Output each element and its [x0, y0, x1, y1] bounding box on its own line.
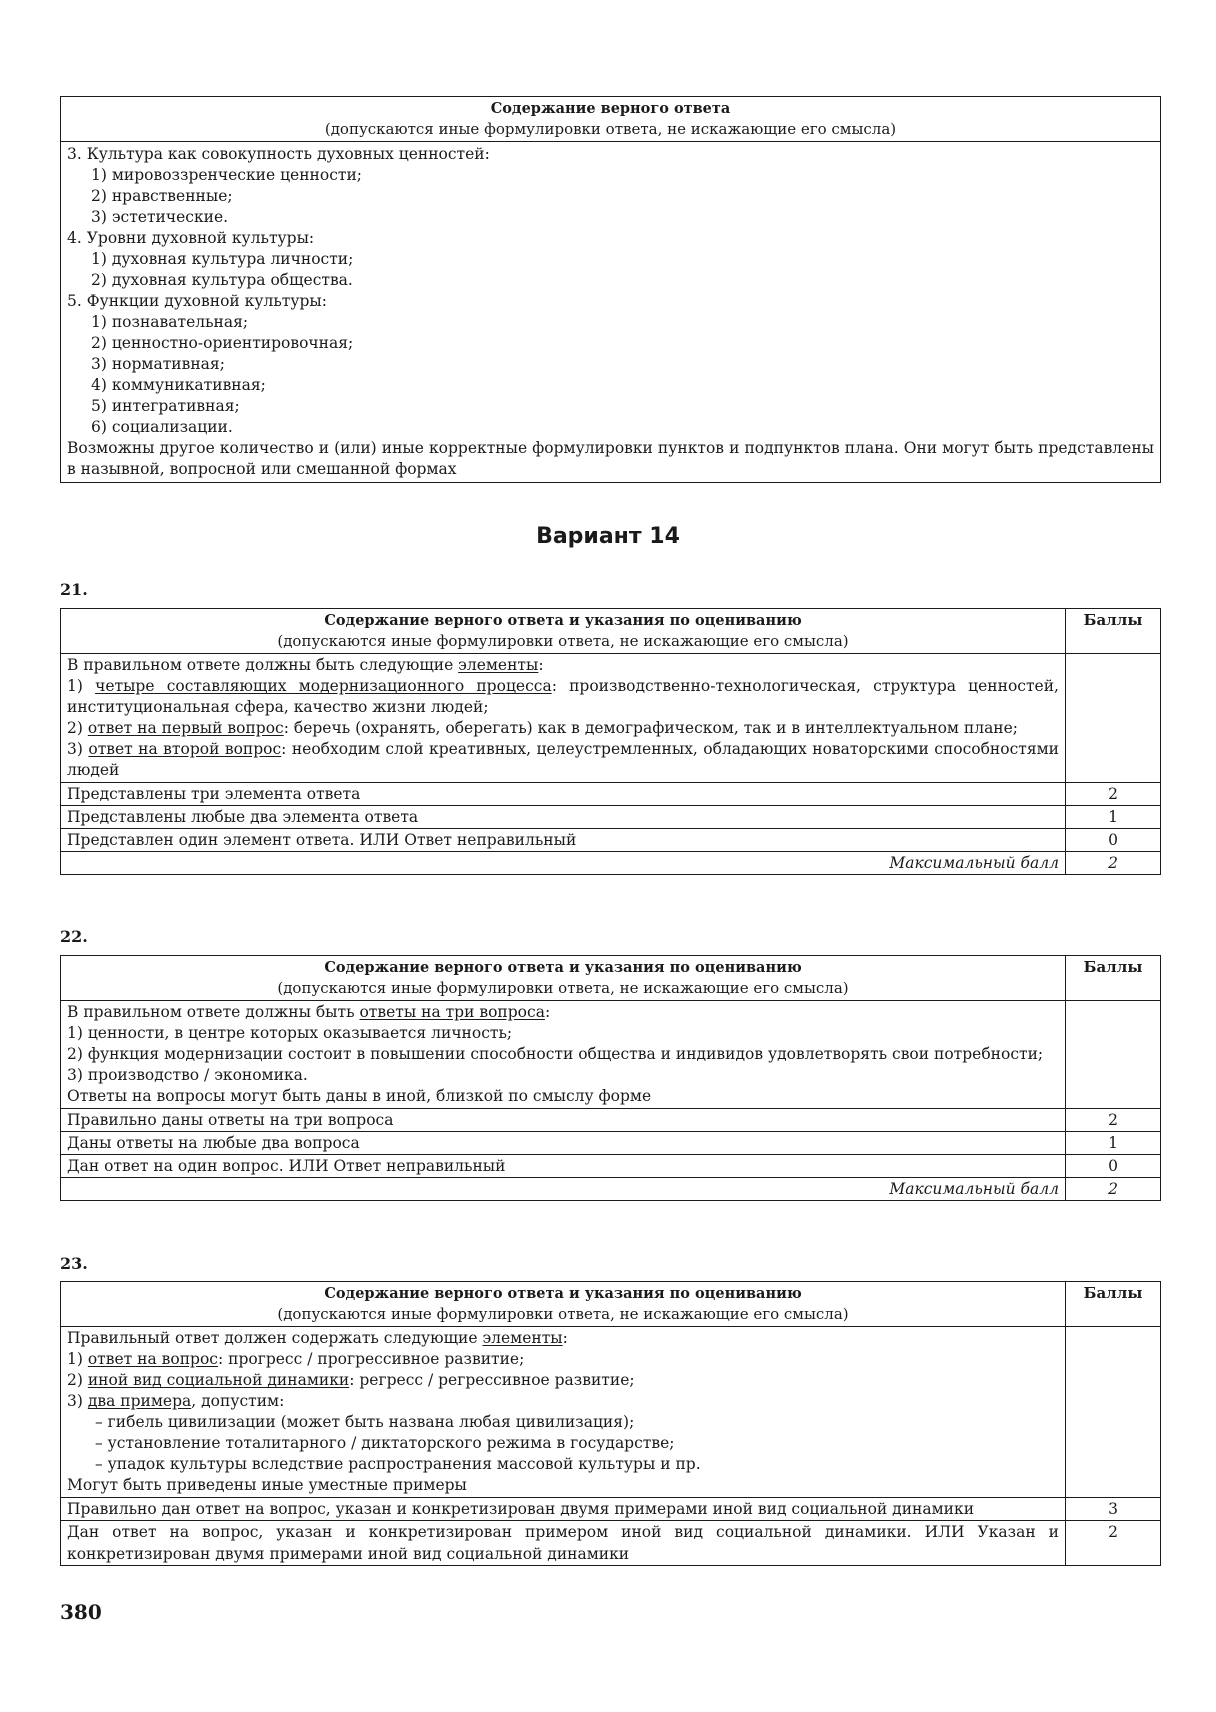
answer-line: Ответы на вопросы могут быть даны в иной, близкой по смыслу форме — [67, 1087, 652, 1105]
header-title: Содержание верного ответа и указания по оцениванию — [324, 959, 802, 976]
answer-element: 3) два примера, допустим: — [67, 1392, 285, 1410]
table-header-cell — [61, 97, 1161, 142]
plan-subline: 1) познавательная; — [91, 313, 249, 331]
answer-row — [61, 1001, 1161, 1109]
criteria-row — [61, 829, 1161, 852]
points-header: Баллы — [1066, 1282, 1161, 1327]
question-23-table — [60, 1281, 1161, 1566]
criteria-points: 0 — [1066, 829, 1161, 852]
header-subtitle: (допускаются иные формулировки ответа, не искажающие его смысла) — [324, 120, 897, 138]
question-number: 21. — [60, 580, 88, 599]
answer-line: 1) ценности, в центре которых оказывается личность; — [67, 1024, 513, 1042]
intro-text: В правильном ответе должны быть — [67, 1003, 360, 1021]
criteria-text: Представлены три элемента ответа — [61, 783, 1066, 806]
criteria-row — [61, 1521, 1161, 1566]
max-score-row — [61, 1178, 1161, 1201]
criteria-text: Даны ответы на любые два вопроса — [61, 1132, 1066, 1155]
table-header-row — [61, 956, 1161, 1001]
answer-line: 2) функция модернизации состоит в повышении способности общества и индивидов удовлетворять свои потребности; — [67, 1045, 1044, 1063]
table-header-cell — [61, 1282, 1066, 1327]
plan-line: 4. Уровни духовной культуры: — [67, 229, 315, 247]
plan-subline: 2) духовная культура общества. — [91, 271, 353, 289]
table-header-cell — [61, 609, 1066, 654]
table-header-row — [61, 1282, 1161, 1327]
closing-line: Могут быть приведены иные уместные примеры — [67, 1476, 467, 1494]
answer-line: 3) производство / экономика. — [67, 1066, 308, 1084]
example-line: – установление тоталитарного / диктаторского режима в государстве; — [95, 1434, 675, 1452]
table-header-cell — [61, 956, 1066, 1001]
criteria-points: 2 — [1066, 1109, 1161, 1132]
criteria-row — [61, 783, 1161, 806]
criteria-text: Дан ответ на вопрос, указан и конкретизирован примером иной вид социальной динамики. ИЛИ Указан и конкретизирован двумя примерами иной вид социальной динамики — [61, 1521, 1066, 1566]
answer-points-cell — [1066, 1001, 1161, 1109]
intro-text: : — [538, 656, 544, 674]
criteria-points: 1 — [1066, 806, 1161, 829]
max-score-row — [61, 852, 1161, 875]
answer-cell — [61, 1001, 1066, 1109]
intro-keyword: ответы на три вопроса — [359, 1003, 545, 1021]
intro-keyword: элементы — [458, 656, 539, 674]
question-number: 23. — [60, 1254, 88, 1273]
max-score-value: 2 — [1066, 1178, 1161, 1201]
plan-line: 3. Культура как совокупность духовных ценностей: — [67, 145, 490, 163]
plan-note: Возможны другое количество и (или) иные корректные формулировки пунктов и подпунктов плана. Они могут быть представлены в назывной, вопросной или смешанной формах — [67, 439, 1154, 478]
criteria-points: 2 — [1066, 783, 1161, 806]
max-score-value: 2 — [1066, 852, 1161, 875]
table-body-row — [61, 142, 1161, 483]
criteria-points: 3 — [1066, 1498, 1161, 1521]
max-score-label: Максимальный балл — [61, 1178, 1066, 1201]
points-header: Баллы — [1066, 956, 1161, 1001]
plan-subline: 1) духовная культура личности; — [91, 250, 354, 268]
answer-points-cell — [1066, 654, 1161, 783]
question-number: 22. — [60, 927, 88, 946]
header-title: Содержание верного ответа и указания по оцениванию — [324, 612, 802, 629]
criteria-row — [61, 806, 1161, 829]
criteria-text: Дан ответ на один вопрос. ИЛИ Ответ неправильный — [61, 1155, 1066, 1178]
criteria-points: 2 — [1066, 1521, 1161, 1566]
plan-subline: 2) нравственные; — [91, 187, 233, 205]
answer-element: 1) ответ на вопрос: прогресс / прогрессивное развитие; — [67, 1350, 525, 1368]
example-line: – упадок культуры вследствие распространения массовой культуры и пр. — [95, 1455, 701, 1473]
top-answer-table — [60, 96, 1161, 483]
answer-row — [61, 654, 1161, 783]
header-subtitle: (допускаются иные формулировки ответа, не искажающие его смысла) — [277, 979, 849, 997]
plan-subline: 4) коммуникативная; — [91, 376, 266, 394]
answer-row — [61, 1327, 1161, 1498]
answer-element: 2) иной вид социальной динамики: регресс / регрессивное развитие; — [67, 1371, 635, 1389]
intro-text: : — [562, 1329, 568, 1347]
question-21-table — [60, 608, 1161, 875]
max-score-label: Максимальный балл — [61, 852, 1066, 875]
plan-subline: 3) нормативная; — [91, 355, 225, 373]
answer-cell — [61, 654, 1066, 783]
answer-cell — [61, 1327, 1066, 1498]
answer-element: 2) ответ на первый вопрос: беречь (охранять, оберегать) как в демографическом, так и в интеллектуальном плане; — [67, 719, 1019, 737]
example-line: – гибель цивилизации (может быть названа любая цивилизация); — [95, 1413, 635, 1431]
criteria-row — [61, 1132, 1161, 1155]
table-header-row — [61, 609, 1161, 654]
criteria-row — [61, 1498, 1161, 1521]
table-body-cell — [61, 142, 1161, 483]
header-title: Содержание верного ответа и указания по оцениванию — [324, 1285, 802, 1302]
intro-text: В правильном ответе должны быть следующие — [67, 656, 459, 674]
header-subtitle: (допускаются иные формулировки ответа, не искажающие его смысла) — [277, 1305, 849, 1323]
intro-keyword: элементы — [482, 1329, 563, 1347]
table-header-row — [61, 97, 1161, 142]
criteria-text: Представлен один элемент ответа. ИЛИ Ответ неправильный — [61, 829, 1066, 852]
answer-element: 1) четыре составляющих модернизационного процесса: производственно-технологическая, структура ценностей, институциональная сфера, качество жизни людей; — [67, 677, 1059, 716]
plan-subline: 6) социализации. — [91, 418, 233, 436]
intro-text: : — [544, 1003, 551, 1021]
criteria-text: Правильно дан ответ на вопрос, указан и конкретизирован двумя примерами иной вид социальной динамики — [61, 1498, 1066, 1521]
variant-heading: Вариант 14 — [536, 524, 680, 549]
answer-points-cell — [1066, 1327, 1161, 1498]
plan-subline: 3) эстетические. — [91, 208, 229, 226]
plan-subline: 1) мировоззренческие ценности; — [91, 166, 363, 184]
points-header: Баллы — [1066, 609, 1161, 654]
criteria-row — [61, 1109, 1161, 1132]
plan-subline: 5) интегративная; — [91, 397, 240, 415]
criteria-text: Правильно даны ответы на три вопроса — [61, 1109, 1066, 1132]
criteria-points: 0 — [1066, 1155, 1161, 1178]
criteria-text: Представлены любые два элемента ответа — [61, 806, 1066, 829]
intro-text: Правильный ответ должен содержать следующие — [67, 1329, 483, 1347]
header-subtitle: (допускаются иные формулировки ответа, не искажающие его смысла) — [277, 632, 849, 650]
answer-element: 3) ответ на второй вопрос: необходим слой креативных, целеустремленных, обладающих новаторскими способностями людей — [67, 740, 1059, 779]
plan-subline: 2) ценностно-ориентировочная; — [91, 334, 354, 352]
criteria-row — [61, 1155, 1161, 1178]
question-22-table — [60, 955, 1161, 1201]
page-number: 380 — [60, 1600, 102, 1624]
header-title: Содержание верного ответа — [490, 100, 731, 117]
criteria-points: 1 — [1066, 1132, 1161, 1155]
plan-line: 5. Функции духовной культуры: — [67, 292, 327, 310]
